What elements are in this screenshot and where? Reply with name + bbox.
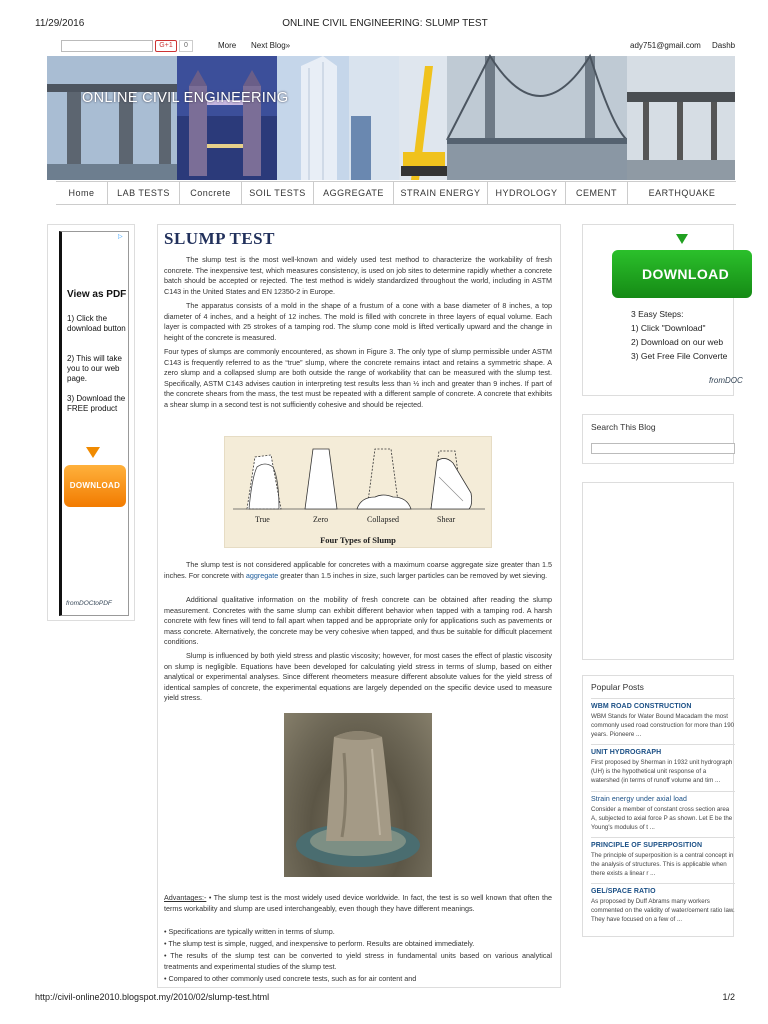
left-ad-brand: fromDOCtoPDF bbox=[66, 600, 112, 607]
main-menu bbox=[56, 181, 736, 205]
print-header bbox=[35, 18, 735, 32]
divider bbox=[591, 883, 735, 884]
page-url: http://civil-online2010.blogspot.my/2010/02/slump-test.html bbox=[35, 992, 270, 1002]
popular-post-item[interactable] bbox=[591, 842, 735, 878]
figure-label-zero: Zero bbox=[313, 515, 329, 524]
user-email: ady751@gmail.com bbox=[630, 41, 701, 50]
header-banner[interactable] bbox=[47, 56, 735, 180]
popular-post-item[interactable] bbox=[591, 703, 735, 739]
right-ad-banner[interactable] bbox=[582, 224, 743, 396]
print-footer bbox=[35, 992, 735, 1006]
banner-collage-image bbox=[47, 56, 735, 180]
menu-item-lab-tests[interactable]: LAB TESTS bbox=[108, 182, 180, 204]
concrete-cone-image bbox=[284, 713, 432, 877]
popular-posts-title: Popular Posts bbox=[591, 682, 644, 692]
left-ad-heading: View as PDF bbox=[67, 289, 127, 300]
navbar-search-input[interactable] bbox=[61, 40, 153, 52]
gplus-count: 0 bbox=[179, 40, 193, 52]
left-ad-step-1: 1) Click the download button bbox=[67, 314, 126, 333]
advantage-item: • The slump test is simple, rugged, and inexpensive to perform. Results are obtained immediately. bbox=[164, 939, 475, 948]
menu-item-strain-energy[interactable]: STRAIN ENERGY bbox=[394, 182, 488, 204]
divider bbox=[591, 837, 735, 838]
post-title: SLUMP TEST bbox=[164, 229, 275, 248]
popular-post-item[interactable] bbox=[591, 888, 735, 924]
figure-label-collapsed: Collapsed bbox=[367, 515, 399, 524]
right-ad-brand: fromDOC bbox=[709, 376, 743, 385]
popular-post-link[interactable]: UNIT HYDROGRAPH bbox=[591, 749, 662, 756]
divider bbox=[591, 791, 735, 792]
popular-post-snippet: First proposed by Sherman in 1932 unit hydrograph (UH) is the hypothetical unit response of a watershed (in terms of runoff volume and tim ... bbox=[591, 759, 733, 784]
page-number: 1/2 bbox=[722, 992, 735, 1002]
next-blog-link[interactable]: Next Blog» bbox=[251, 41, 291, 50]
site-title[interactable]: ONLINE CIVIL ENGINEERING bbox=[82, 90, 289, 106]
search-blog-widget bbox=[582, 414, 734, 464]
post-paragraph: Slump is influenced by both yield stress and plastic viscosity; however, for most cases the effect of plastic viscosity on slump is negligible. Equations have been developed for calculating yield stress in terms of slump, based on either analytical or experimental analyses. Since different rheometers measure different absolute values for the yield stress of identical samples of concrete, the experimental equations are largely depended on the specific device used to measure yield stress. bbox=[164, 651, 552, 702]
left-ad-step-3: 3) Download the FREE product bbox=[67, 394, 126, 413]
popular-post-snippet: WBM Stands for Water Bound Macadam the most commonly used road construction for more than 190 years. Pioneere ... bbox=[591, 713, 735, 738]
popular-post-snippet: As proposed by Duff Abrams many workers commented on the validity of water/cement ratio law. They have focused on a few of ... bbox=[591, 898, 735, 923]
more-link[interactable]: More bbox=[218, 41, 237, 50]
figure-label-true: True bbox=[255, 515, 270, 524]
popular-post-link[interactable]: GEL/SPACE RATIO bbox=[591, 888, 656, 895]
empty-widget bbox=[582, 482, 734, 660]
right-ad-download-button[interactable]: DOWNLOAD bbox=[612, 250, 752, 298]
blogger-navbar bbox=[48, 38, 738, 56]
paragraph-text: greater than 1.5 inches in size, such larger particles can be removed by wet sieving. bbox=[278, 570, 548, 580]
search-widget-title: Search This Blog bbox=[591, 422, 656, 432]
ad-choices-icon[interactable]: ▷ bbox=[118, 234, 123, 240]
down-arrow-icon bbox=[676, 234, 688, 244]
menu-item-concrete[interactable]: Concrete bbox=[180, 182, 242, 204]
menu-item-aggregate[interactable]: AGGREGATE bbox=[314, 182, 394, 204]
aggregate-link[interactable]: aggregate bbox=[245, 570, 279, 580]
popular-post-link[interactable]: PRINCIPLE OF SUPERPOSITION bbox=[591, 842, 703, 849]
dashboard-link[interactable]: Dashb bbox=[712, 41, 736, 50]
left-ad-banner[interactable] bbox=[47, 224, 135, 621]
paragraph-text: • The slump test is the most widely used device worldwide. In fact, the test is so well known that often the terms workability and slump are used interchangeably, even though they have different meanings. bbox=[164, 893, 552, 913]
popular-posts-widget bbox=[582, 675, 734, 937]
popular-post-item[interactable] bbox=[591, 796, 735, 832]
left-ad-frame[interactable] bbox=[59, 231, 129, 616]
left-ad-step-2: 2) This will take you to our web page. bbox=[67, 354, 122, 383]
post-paragraph: The apparatus consists of a mold in the shape of a frustum of a cone with a base diameter of 8 inches, a top diameter of 4 inches, and a height of 12 inches. The mold is filled with concrete in three layers of equal volume. Each layer is compacted with 25 strokes of a tamping rod. The slump cone mold is lifted vertically upward and the change in height of the concrete is measured. bbox=[164, 301, 552, 342]
down-arrow-icon bbox=[86, 447, 100, 458]
post-body bbox=[157, 224, 561, 988]
divider bbox=[591, 744, 735, 745]
advantage-item: • Compared to other commonly used concrete tests, such as for air content and bbox=[164, 974, 417, 983]
menu-item-earthquake[interactable]: EARTHQUAKE bbox=[648, 188, 716, 198]
left-ad-download-button[interactable]: DOWNLOAD bbox=[64, 465, 126, 507]
advantages-label: Advantages:- bbox=[164, 893, 207, 902]
post-paragraph: Additional qualitative information on the mobility of fresh concrete can be obtained after reading the slump measurement. Concretes with the same slump can exhibit different behavior when tapped with a tamping rod. A harsh concrete with few fines will tend to fall apart when tapped and be appropriate only for applications such as pavements or mass concrete. Alternatively, the concrete may be very cohesive when tapped, and thus be suitable for difficult placement conditions. bbox=[164, 595, 552, 646]
right-ad-step-2: 2) Download on our web bbox=[631, 337, 724, 347]
print-title: ONLINE CIVIL ENGINEERING: SLUMP TEST bbox=[282, 18, 488, 29]
print-date: 11/29/2016 bbox=[35, 18, 85, 29]
popular-post-snippet: Consider a member of constant cross section area A, subjected to axial force P as shown. Let E be the Young's modulus of t ... bbox=[591, 806, 733, 831]
gplus-button[interactable]: G+1 bbox=[155, 40, 177, 52]
advantage-item: • Specifications are typically written in terms of slump. bbox=[164, 927, 335, 936]
menu-item-hydrology[interactable]: HYDROLOGY bbox=[488, 182, 566, 204]
right-ad-steps-title: 3 Easy Steps: bbox=[631, 309, 684, 319]
advantage-item: • The results of the slump test can be converted to yield stress in fundamental units based on various analytical treatments and experimental studies of the slump test. bbox=[164, 951, 552, 971]
right-ad-step-1: 1) Click "Download" bbox=[631, 323, 706, 333]
popular-post-snippet: The principle of superposition is a central concept in the analysis of structures. This is applicable when there exists a linear r ... bbox=[591, 852, 734, 877]
right-ad-step-3: 3) Get Free File Converte bbox=[631, 351, 728, 361]
post-paragraph bbox=[164, 560, 552, 581]
popular-post-item[interactable] bbox=[591, 749, 735, 785]
post-paragraph: Four types of slumps are commonly encountered, as shown in Figure 3. The only type of slump permissible under ASTM C143 is frequently referred to as the “true” slump, where the concrete remains intact and retains a symmetric shape. A zero slump and a collapsed slump are both outside the range of workability that can be measured with the slump test. Specifically, ASTM C143 advises caution in interpreting test results less than ½ inch and greater than 9 inches. If part of the concrete shears from the mass, the test must be repeated with a different sample of concrete. A concrete that exhibits a shear slump in a second test is not sufficiently cohesive and should be rejected. bbox=[164, 347, 552, 409]
slump-shapes-image bbox=[225, 437, 493, 549]
divider bbox=[591, 698, 735, 699]
post-paragraph: The slump test is the most well-known and widely used test method to characterize the workability of fresh concrete. The inexpensive test, which measures consistency, is used on job sites to determine rapidly whether a concrete batch should be accepted or rejected. The test method is widely standardized throughout the world, including in ASTM C143 in the United States and EN 12350-2 in Europe. bbox=[164, 255, 552, 296]
search-blog-input[interactable] bbox=[591, 443, 735, 454]
menu-item-soil-tests[interactable]: SOIL TESTS bbox=[242, 182, 314, 204]
popular-post-link[interactable]: Strain energy under axial load bbox=[591, 796, 688, 803]
advantages-paragraph bbox=[164, 893, 552, 914]
figure-label-shear: Shear bbox=[437, 515, 456, 524]
slump-types-figure bbox=[224, 436, 492, 548]
popular-post-link[interactable]: WBM ROAD CONSTRUCTION bbox=[591, 703, 692, 710]
slump-test-photo bbox=[284, 713, 432, 877]
menu-item-cement[interactable]: CEMENT bbox=[566, 182, 628, 204]
menu-item-home[interactable]: Home bbox=[56, 182, 108, 204]
figure-title: Four Types of Slump bbox=[320, 535, 396, 545]
paragraph-text: The slump test is not considered applicable for concretes with a maximum coarse aggregate size greater than 1.5 inches. For concrete with bbox=[164, 560, 552, 580]
